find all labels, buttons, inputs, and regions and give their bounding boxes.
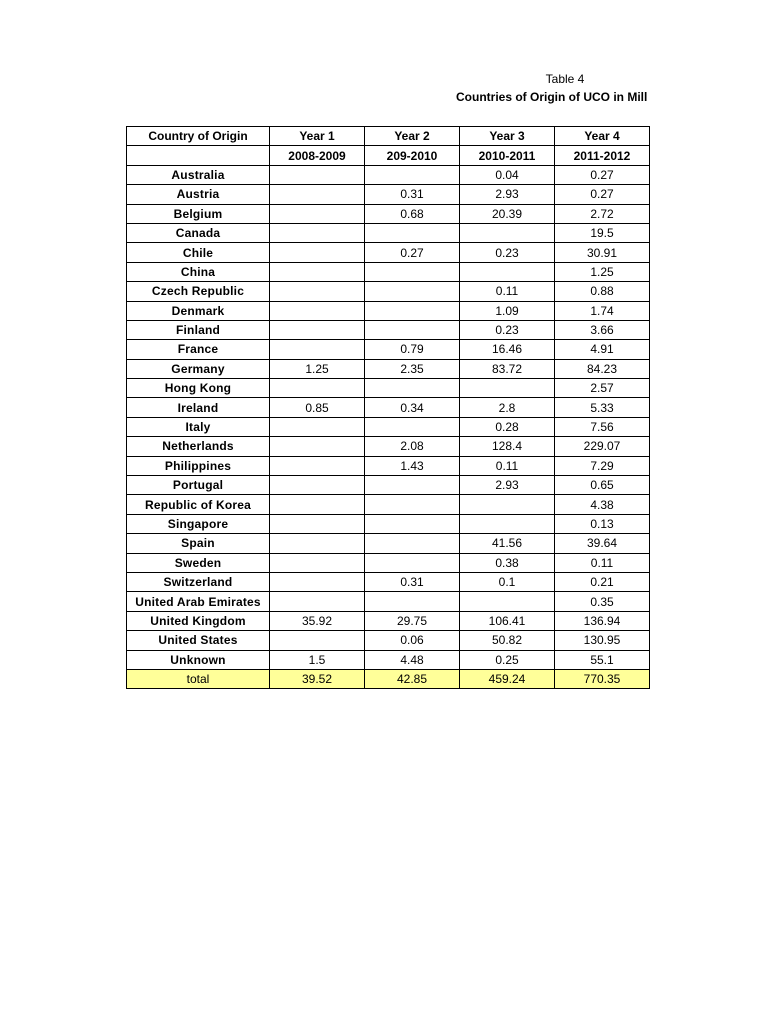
year-1-cell [270,495,365,514]
year-1-cell [270,340,365,359]
year-2-cell: 0.27 [365,243,460,262]
table-header [440,70,690,106]
year-1-cell [270,456,365,475]
year-3-cell: 50.82 [460,631,555,650]
year-4-cell: 2.72 [555,204,650,223]
year-2-cell [365,282,460,301]
table-label: Table 4 [545,72,585,86]
country-cell: France [127,340,270,359]
year-3-cell: 0.38 [460,553,555,572]
year-3-cell: 2.93 [460,476,555,495]
table-row [127,611,650,630]
year-1-cell [270,592,365,611]
column-header-country: Country of Origin [127,127,270,146]
column-header-year-2: Year 2 [365,127,460,146]
year-2-cell [365,262,460,281]
table-row [127,359,650,378]
year-2-cell: 0.31 [365,572,460,591]
country-cell: Austria [127,185,270,204]
year-3-cell: 20.39 [460,204,555,223]
year-3-cell: 41.56 [460,534,555,553]
year-4-cell: 2.57 [555,379,650,398]
country-cell: Czech Republic [127,282,270,301]
table-row [127,437,650,456]
year-2-cell: 29.75 [365,611,460,630]
year-3-cell: 0.11 [460,282,555,301]
column-header-year-1: Year 1 [270,127,365,146]
country-cell: Netherlands [127,437,270,456]
year-3-cell [460,262,555,281]
year-4-cell: 4.38 [555,495,650,514]
table-row [127,592,650,611]
table-row [127,340,650,359]
uco-origin-table [126,126,650,689]
country-cell: Philippines [127,456,270,475]
year-3-cell: 2.8 [460,398,555,417]
year-4-cell: 39.64 [555,534,650,553]
year-4-cell: 1.25 [555,262,650,281]
year-1-cell [270,243,365,262]
year-4-cell: 5.33 [555,398,650,417]
country-cell: Denmark [127,301,270,320]
year-4-cell: 0.11 [555,553,650,572]
year-4-cell: 0.88 [555,282,650,301]
year-2-cell [365,223,460,242]
year-4-cell: 0.65 [555,476,650,495]
table-row [127,650,650,669]
year-3-cell: 0.23 [460,320,555,339]
period-header-year-2: 209-2010 [365,146,460,165]
year-2-cell: 0.68 [365,204,460,223]
year-1-cell [270,553,365,572]
total-year-4: 770.35 [555,669,650,688]
year-1-cell: 0.85 [270,398,365,417]
year-3-cell [460,495,555,514]
year-1-cell [270,631,365,650]
year-2-cell [365,417,460,436]
year-3-cell: 0.25 [460,650,555,669]
country-cell: Germany [127,359,270,378]
table-row [127,185,650,204]
table-title: Countries of Origin of UCO in Mill [456,90,648,104]
year-2-cell [365,514,460,533]
year-3-cell: 83.72 [460,359,555,378]
country-cell: Portugal [127,476,270,495]
year-1-cell: 35.92 [270,611,365,630]
table-row [127,495,650,514]
year-2-cell: 0.06 [365,631,460,650]
country-cell: Ireland [127,398,270,417]
column-header-year-3: Year 3 [460,127,555,146]
table-row [127,514,650,533]
year-1-cell [270,223,365,242]
year-4-cell: 1.74 [555,301,650,320]
year-4-cell: 30.91 [555,243,650,262]
year-1-cell [270,165,365,184]
table-row [127,476,650,495]
table-row [127,456,650,475]
country-cell: United Kingdom [127,611,270,630]
table-row [127,534,650,553]
table-body [127,165,650,669]
table-row [127,262,650,281]
year-4-cell: 0.27 [555,165,650,184]
year-3-cell: 128.4 [460,437,555,456]
year-4-cell: 0.21 [555,572,650,591]
year-4-cell: 19.5 [555,223,650,242]
year-1-cell [270,379,365,398]
year-4-cell: 3.66 [555,320,650,339]
country-cell: United States [127,631,270,650]
table-row [127,165,650,184]
country-cell: United Arab Emirates [127,592,270,611]
year-3-cell: 0.04 [460,165,555,184]
year-1-cell [270,514,365,533]
year-4-cell: 7.29 [555,456,650,475]
total-year-2: 42.85 [365,669,460,688]
country-cell: Sweden [127,553,270,572]
country-cell: Canada [127,223,270,242]
year-3-cell [460,592,555,611]
country-cell: Singapore [127,514,270,533]
table-row [127,553,650,572]
year-2-cell [365,495,460,514]
year-1-cell: 1.5 [270,650,365,669]
year-2-cell [365,534,460,553]
country-cell: Hong Kong [127,379,270,398]
column-header-year-4: Year 4 [555,127,650,146]
country-cell: China [127,262,270,281]
year-2-cell: 0.34 [365,398,460,417]
year-2-cell [365,301,460,320]
year-1-cell [270,534,365,553]
year-3-cell: 0.11 [460,456,555,475]
table-row [127,204,650,223]
year-2-cell [365,165,460,184]
year-4-cell: 0.35 [555,592,650,611]
year-4-cell: 55.1 [555,650,650,669]
country-cell: Spain [127,534,270,553]
year-3-cell: 0.28 [460,417,555,436]
period-header-year-4: 2011-2012 [555,146,650,165]
column-header-row [127,127,650,146]
year-2-cell [365,553,460,572]
year-1-cell [270,437,365,456]
year-1-cell [270,185,365,204]
year-2-cell: 4.48 [365,650,460,669]
year-4-cell: 136.94 [555,611,650,630]
year-3-cell [460,223,555,242]
year-3-cell: 2.93 [460,185,555,204]
table-row [127,301,650,320]
year-1-cell [270,204,365,223]
year-4-cell: 84.23 [555,359,650,378]
country-cell: Belgium [127,204,270,223]
table-row [127,243,650,262]
year-2-cell: 2.08 [365,437,460,456]
year-1-cell [270,572,365,591]
year-3-cell: 0.1 [460,572,555,591]
table-row [127,631,650,650]
year-4-cell: 0.27 [555,185,650,204]
country-cell: Switzerland [127,572,270,591]
table-row [127,282,650,301]
year-2-cell [365,592,460,611]
year-2-cell: 1.43 [365,456,460,475]
year-4-cell: 4.91 [555,340,650,359]
table-row [127,379,650,398]
table-row [127,572,650,591]
year-3-cell [460,379,555,398]
total-row [127,669,650,688]
year-1-cell [270,320,365,339]
year-2-cell [365,379,460,398]
year-2-cell [365,476,460,495]
total-label: total [127,669,270,688]
year-4-cell: 130.95 [555,631,650,650]
year-1-cell [270,282,365,301]
table-row [127,398,650,417]
year-2-cell: 0.79 [365,340,460,359]
year-3-cell [460,514,555,533]
period-header-year-1: 2008-2009 [270,146,365,165]
country-cell: Chile [127,243,270,262]
year-3-cell: 106.41 [460,611,555,630]
year-2-cell: 2.35 [365,359,460,378]
table-row [127,417,650,436]
country-cell: Australia [127,165,270,184]
period-header-year-3: 2010-2011 [460,146,555,165]
year-3-cell: 16.46 [460,340,555,359]
country-cell: Unknown [127,650,270,669]
year-1-cell: 1.25 [270,359,365,378]
year-1-cell [270,262,365,281]
year-2-cell [365,320,460,339]
total-year-3: 459.24 [460,669,555,688]
country-cell: Italy [127,417,270,436]
year-3-cell: 0.23 [460,243,555,262]
country-cell: Finland [127,320,270,339]
year-4-cell: 229.07 [555,437,650,456]
table-row [127,320,650,339]
total-year-1: 39.52 [270,669,365,688]
year-4-cell: 0.13 [555,514,650,533]
year-1-cell [270,476,365,495]
year-4-cell: 7.56 [555,417,650,436]
year-1-cell [270,417,365,436]
year-1-cell [270,301,365,320]
year-3-cell: 1.09 [460,301,555,320]
year-2-cell: 0.31 [365,185,460,204]
country-cell: Republic of Korea [127,495,270,514]
table-row [127,223,650,242]
period-header-row [127,146,650,165]
period-header-blank [127,146,270,165]
